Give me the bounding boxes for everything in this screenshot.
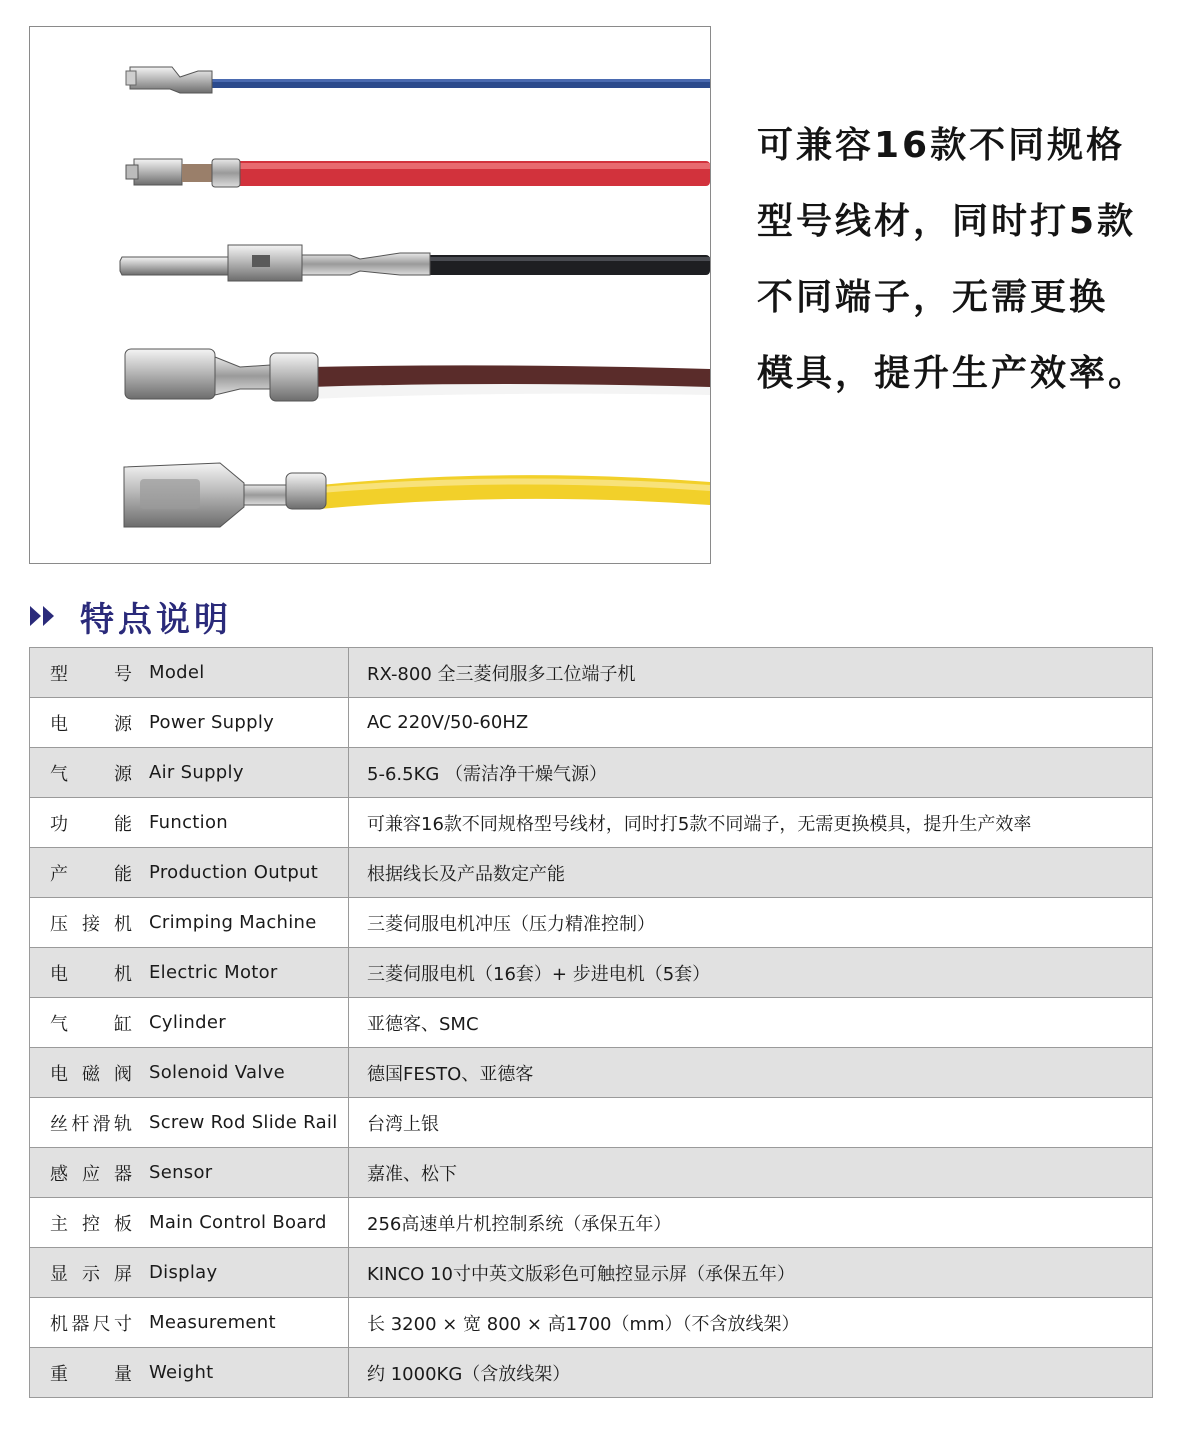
table-row [30, 898, 1153, 948]
table-row [30, 748, 1153, 798]
spec-label-en: Screw Rod Slide Rail [149, 1112, 338, 1133]
spec-label-cn: 电机 [50, 963, 132, 985]
spec-label-cn: 型号 [50, 663, 132, 685]
spec-label-cn: 产能 [50, 863, 132, 885]
intro-line: 型号线材，同时打5款 [757, 201, 1137, 242]
spec-label-cell [30, 748, 349, 798]
double-arrow-icon [30, 606, 56, 626]
spec-label-cell [30, 1198, 349, 1248]
spec-label-cn: 机器尺寸 [50, 1313, 132, 1335]
spec-label-cn: 显示屏 [50, 1263, 132, 1285]
spec-label-cell [30, 1148, 349, 1198]
product-photo [29, 26, 711, 564]
spec-label-cell [30, 848, 349, 898]
spec-label-en: Measurement [149, 1312, 276, 1333]
spec-label-cn: 气缸 [50, 1013, 132, 1035]
spec-value: 可兼容16款不同规格型号线材，同时打5款不同端子，无需更换模具，提升生产效率 [349, 798, 1153, 848]
spec-table [29, 647, 1153, 1398]
table-row [30, 698, 1153, 748]
spec-label-cell [30, 948, 349, 998]
spec-label-cn: 电源 [50, 713, 132, 735]
table-row [30, 648, 1153, 698]
red-wire-terminal [126, 159, 710, 187]
table-row [30, 1348, 1153, 1398]
intro-text [757, 108, 1167, 412]
spec-label-en: Display [149, 1262, 218, 1283]
table-row [30, 1098, 1153, 1148]
section-header [30, 592, 232, 640]
spec-label-cell [30, 1098, 349, 1148]
table-row [30, 798, 1153, 848]
spec-value: AC 220V/50-60HZ [349, 698, 1153, 748]
intro-line: 可兼容16款不同规格 [757, 125, 1126, 166]
table-row [30, 1048, 1153, 1098]
spec-label-cn: 压接机 [50, 913, 132, 935]
spec-label-en: Weight [149, 1362, 214, 1383]
spec-label-en: Cylinder [149, 1012, 226, 1033]
brown-white-wire-terminal [125, 349, 710, 401]
spec-value: 5-6.5KG （需洁净干燥气源） [349, 748, 1153, 798]
spec-label-en: Function [149, 812, 228, 833]
spec-label-cn: 重量 [50, 1363, 132, 1385]
section-title: 特点说明 [80, 599, 232, 640]
spec-label-cell [30, 1248, 349, 1298]
intro-line: 不同端子，无需更换 [757, 277, 1109, 318]
table-row [30, 1198, 1153, 1248]
spec-value: 三菱伺服电机（16套）+ 步进电机（5套） [349, 948, 1153, 998]
spec-value: KINCO 10寸中英文版彩色可触控显示屏（承保五年） [349, 1248, 1153, 1298]
yellow-wire-terminal [124, 463, 710, 527]
spec-label-cell [30, 698, 349, 748]
spec-value: RX-800 全三菱伺服多工位端子机 [349, 648, 1153, 698]
intro-line: 模具，提升生产效率。 [757, 353, 1148, 394]
spec-label-cn: 功能 [50, 813, 132, 835]
spec-label-cn: 气源 [50, 763, 132, 785]
spec-label-cell [30, 1348, 349, 1398]
table-row [30, 1298, 1153, 1348]
spec-label-en: Crimping Machine [149, 912, 317, 933]
table-row [30, 998, 1153, 1048]
spec-label-cell [30, 1298, 349, 1348]
spec-value: 约 1000KG（含放线架） [349, 1348, 1153, 1398]
spec-label-en: Main Control Board [149, 1212, 327, 1233]
spec-label-en: Air Supply [149, 762, 244, 783]
spec-label-en: Solenoid Valve [149, 1062, 285, 1083]
spec-label-en: Electric Motor [149, 962, 278, 983]
spec-value: 长 3200 × 宽 800 × 高1700（mm）（不含放线架） [349, 1298, 1153, 1348]
spec-value: 德国FESTO、亚德客 [349, 1048, 1153, 1098]
spec-label-cell [30, 898, 349, 948]
black-wire-terminal [120, 245, 710, 281]
spec-label-cell [30, 648, 349, 698]
spec-label-cn: 丝杆滑轨 [50, 1113, 132, 1135]
spec-value: 嘉准、松下 [349, 1148, 1153, 1198]
spec-value: 台湾上银 [349, 1098, 1153, 1148]
table-row [30, 848, 1153, 898]
spec-value: 三菱伺服电机冲压（压力精准控制） [349, 898, 1153, 948]
spec-label-cn: 电磁阀 [50, 1063, 132, 1085]
spec-label-cell [30, 1048, 349, 1098]
spec-label-en: Model [149, 662, 205, 683]
spec-label-en: Production Output [149, 862, 319, 883]
spec-value: 256高速单片机控制系统（承保五年） [349, 1198, 1153, 1248]
spec-label-en: Power Supply [149, 712, 275, 733]
table-row [30, 1248, 1153, 1298]
spec-label-cell [30, 798, 349, 848]
spec-label-cn: 主控板 [50, 1213, 132, 1235]
table-row [30, 948, 1153, 998]
spec-value: 亚德客、SMC [349, 998, 1153, 1048]
spec-label-cn: 感应器 [50, 1163, 132, 1185]
table-row [30, 1148, 1153, 1198]
spec-label-cell [30, 998, 349, 1048]
blue-wire-terminal [126, 67, 710, 93]
spec-value: 根据线长及产品数定产能 [349, 848, 1153, 898]
spec-label-en: Sensor [149, 1162, 213, 1183]
